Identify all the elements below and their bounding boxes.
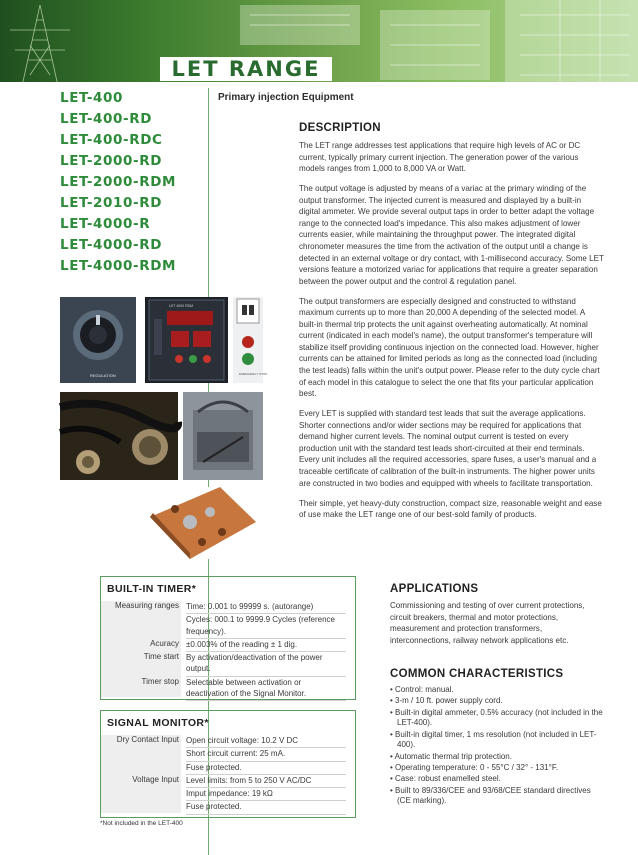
model-item: LET-2000-RDM <box>60 174 177 190</box>
row-value: Selectable between activation or deactivation of the Signal Monitor. <box>186 677 346 702</box>
list-item: • Built-in digital timer, 1 ms resolution (not included in LET-400). <box>390 730 605 752</box>
list-item: • 3-m / 10 ft. power supply cord. <box>390 696 605 707</box>
built-in-timer-panel <box>100 576 356 700</box>
page-title: LET RANGE <box>171 57 321 81</box>
signal-monitor-panel <box>100 710 356 818</box>
description-paragraph: Every LET is supplied with standard test leads that suit the average applications. Shorter connections and/or wider sections may be required for applications that demand higher current levels. The nominal output current is tested on every production unit with the standard test leads short-circuited at their end terminals. Every unit includes all the required accessories, spare fuses, a user's manual and a traceable certificate of calibration of the built-in instruments. The higher power units are constructed in two bodies and equipped with wheels to facilitate transportation. <box>299 409 597 488</box>
description-paragraph: The LET range addresses test applications that require high levels of AC or DC current, typically primary current injection. The generation power of the various models ranges from 1,000 to 8,000 VA or Watt. <box>299 141 581 174</box>
carry-bag-photo <box>183 392 263 480</box>
row-label: Acuracy <box>150 638 179 648</box>
row-value: Time: 0.001 to 99999 s. (autorange) <box>186 601 346 614</box>
row-value: Level limits: from 5 to 250 V AC/DC <box>186 775 346 788</box>
regulation-label: REGULATION <box>90 373 116 378</box>
row-value: Short circuit current: 25 mA. <box>186 748 346 761</box>
list-item: • Automatic thermal trip protection. <box>390 752 605 763</box>
description-paragraph: The output transformers are especially designed and constructed to withstand maximum currents up to more than 20,000 A depending of the selected model. A built-in thermal trip protects the unit against overheating automatically. At nominal current (indicated in each model's name), the output transformer's temperature will stabilize itself providing continuous injection on the connected load. However, higher currents can be attained for limited periods as long as the connected load (including the test leads) falls within the unit's output power. Please refer to the duty cycle chart of each model in this catalogue to select the one that fits your particular application best. <box>299 296 600 399</box>
list-item: • Case: robust enamelled steel. <box>390 774 605 785</box>
table-row <box>101 775 355 815</box>
row-label: Dry Contact Input <box>116 735 179 744</box>
footnote: *Not included in the LET-400 <box>100 820 183 827</box>
model-item: LET-4000-RD <box>60 237 163 253</box>
panel-label: LET 4000 RDM <box>169 304 194 308</box>
table-row <box>101 677 355 702</box>
model-item: LET-4000-R <box>60 216 151 232</box>
row-value: ±0.003% of the reading ± 1 dig. <box>186 639 346 652</box>
terminal-block-photo <box>150 487 256 559</box>
list-item: • Built to 89/336/CEE and 93/68/CEE standard directives (CE marking). <box>390 786 605 808</box>
row-label: Measuring ranges <box>114 601 179 610</box>
row-label: Voltage Input <box>132 774 179 784</box>
list-item: • Built-in digital ammeter, 0.5% accuracy (not included in the LET-400). <box>390 708 605 730</box>
signal-heading: SIGNAL MONITOR* <box>107 717 209 729</box>
row-label: Time start <box>143 652 179 662</box>
emergency-label: EMERGENCY STOP <box>239 372 268 376</box>
characteristics-heading: COMMON CHARACTERISTICS <box>390 668 564 680</box>
description-paragraph: Their simple, yet heavy-duty construction, compact size, reasonable weight and ease of use make the LET range one of our best-sold family of products. <box>299 498 602 520</box>
table-row <box>101 601 355 639</box>
breaker-photo <box>233 297 268 383</box>
control-panel-photo <box>145 297 228 383</box>
model-item: LET-400-RDC <box>60 132 163 148</box>
row-value: Open circuit voltage: 10.2 V DC <box>186 735 346 748</box>
row-value: Imput impedance: 19 kΩ <box>186 788 346 801</box>
row-value: Fuse protected. <box>186 762 346 775</box>
subtitle: Primary injection Equipment <box>218 92 354 103</box>
row-value: Fuse protected. <box>186 801 346 814</box>
description-paragraph: The output voltage is adjusted by means of a variac at the primary winding of the output transformer. The injected current is measured and displayed by a built-in digital ammeter. We provide several output taps in order to better adapt the voltage range to the connected load's impedance. This also makes adjustment of lower currents easier, while maintaining the throughput power. The integrated digital chronometer measures the time from the activation of the output until a change is detected in an external voltage or dry contact, with 1-millisecond accuracy. Some LET versions feature a motorized variac for applications that require a greater separation between the power output and the control & regulation panel. <box>299 184 604 286</box>
model-item: LET-4000-RDM <box>60 258 177 274</box>
model-item: LET-400 <box>60 90 124 106</box>
signal-table <box>101 735 355 815</box>
row-label: Timer stop <box>141 676 179 686</box>
row-value: By activation/deactivation of the power output. <box>186 652 346 677</box>
description-body <box>299 140 604 529</box>
table-row <box>101 735 355 775</box>
characteristics-list <box>390 685 605 808</box>
description-heading: DESCRIPTION <box>299 122 381 134</box>
applications-heading: APPLICATIONS <box>390 583 479 595</box>
model-item: LET-2000-RD <box>60 153 163 169</box>
model-item: LET-400-RD <box>60 111 153 127</box>
test-leads-photo <box>60 392 178 480</box>
applications-text: Commissioning and testing of over current protections, circuit breakers, thermal and motor protections, measurement and protection transformers, interconnections, railway network applications etc. <box>390 601 585 645</box>
table-row <box>101 639 355 652</box>
regulation-knob-photo <box>60 297 136 383</box>
timer-table <box>101 601 355 701</box>
model-item: LET-2010-RD <box>60 195 163 211</box>
model-list <box>60 88 210 277</box>
row-value: Cycles: 000.1 to 9999.9 Cycles (reference frequency). <box>186 614 346 639</box>
list-item: • Control: manual. <box>390 685 605 696</box>
list-item: • Operating temperature: 0 - 55°C / 32° - 131°F. <box>390 763 605 774</box>
table-row <box>101 652 355 677</box>
timer-heading: BUILT-IN TIMER* <box>107 583 197 595</box>
